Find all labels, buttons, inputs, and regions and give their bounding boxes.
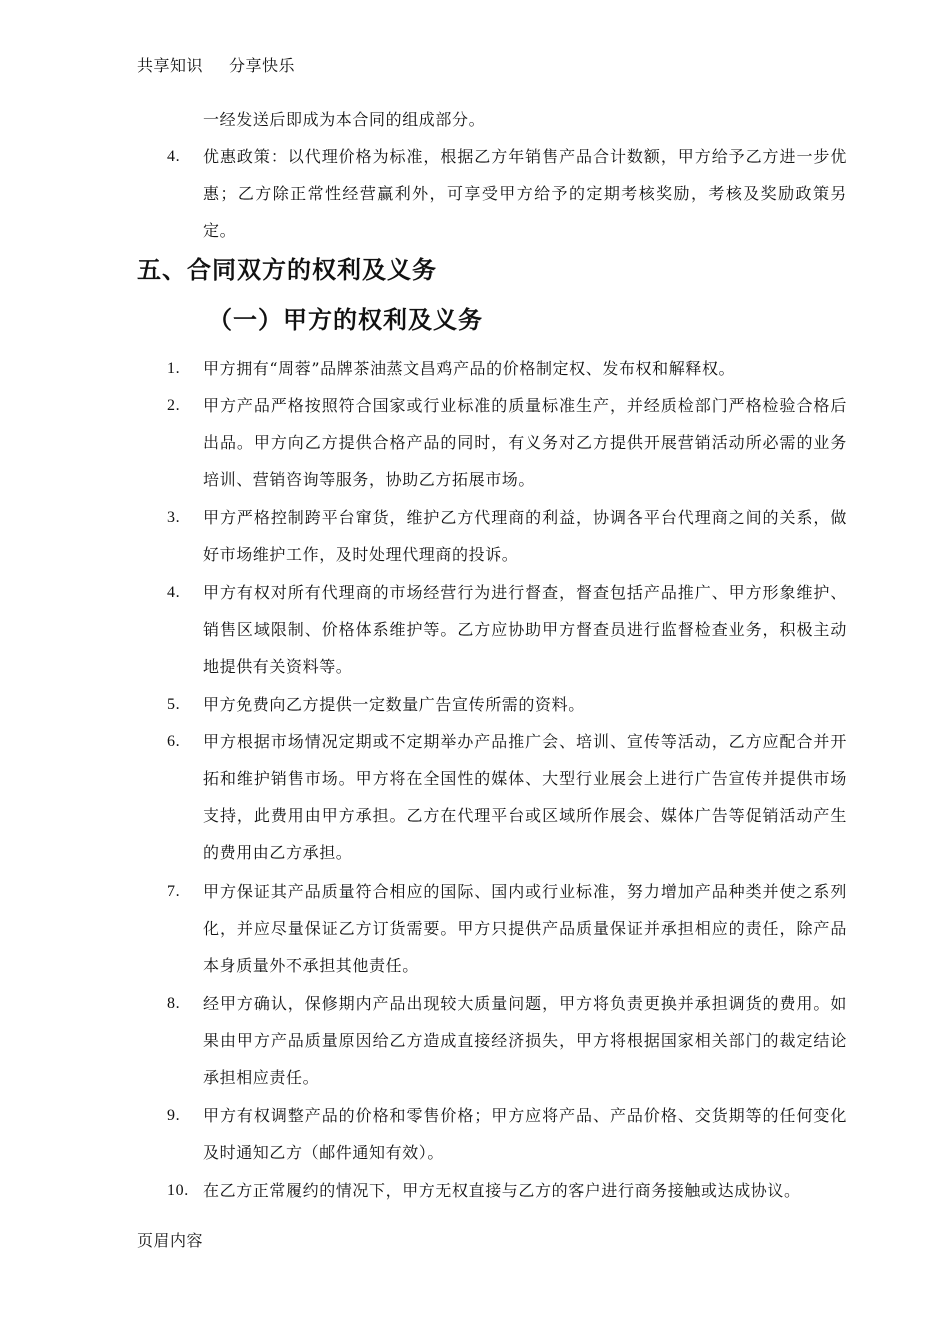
list-item-text: 甲方有权调整产品的价格和零售价格；甲方应将产品、产品价格、交货期等的任何变化及时通知乙方（邮件通知有效）。 [203,1106,847,1162]
list-item-text: 在乙方正常履约的情况下，甲方无权直接与乙方的客户进行商务接触或达成协议。 [203,1181,801,1200]
page-footer: 页眉内容 [137,1231,204,1250]
list-item-text: 优惠政策：以代理价格为标准，根据乙方年销售产品合计数额，甲方给予乙方进一步优惠；乙方除正常性经营赢利外，可享受甲方给予的定期考核奖励，考核及奖励政策另定。 [203,147,847,240]
list-item-9 [137,1097,847,1171]
list-item-4 [137,574,847,685]
list-item-text: 甲方有权对所有代理商的市场经营行为进行督查，督查包括产品推广、甲方形象维护、销售区域限制、价格体系维护等。乙方应协助甲方督查员进行监督检查业务，积极主动地提供有关资料等。 [203,583,847,676]
list-item-6 [137,723,847,871]
header-left-text: 共享知识 [137,56,204,75]
list-item-5 [137,686,847,723]
list-item-number: 4. [167,584,181,601]
continuation-text: 一经发送后即成为本合同的组成部分。 [203,110,486,129]
list-item-text: 甲方拥有“周蓉”品牌茶油蒸文昌鸡产品的价格制定权、发布权和解释权。 [203,359,736,378]
list-item-number: 3. [167,509,181,526]
list-item-7 [137,873,847,984]
page-header [137,53,295,76]
list-item-text: 甲方保证其产品质量符合相应的国际、国内或行业标准，努力增加产品种类并使之系列化，并应尽量保证乙方订货需要。甲方只提供产品质量保证并承担相应的责任，除产品本身质量外不承担其他责任。 [203,882,847,975]
list-item-text: 甲方严格控制跨平台窜货，维护乙方代理商的利益，协调各平台代理商之间的关系，做好市场维护工作，及时处理代理商的投诉。 [203,508,847,564]
list-item-8 [137,985,847,1096]
list-item-2 [137,387,847,498]
list-item-number: 10. [167,1182,189,1199]
list-item-prev-4 [137,138,847,249]
list-item-number: 9. [167,1107,181,1124]
list-item-number: 1. [167,360,181,377]
list-item-number: 8. [167,995,181,1012]
list-item-text: 甲方产品严格按照符合国家或行业标准的质量标准生产，并经质检部门严格检验合格后出品。甲方向乙方提供合格产品的同时，有义务对乙方提供开展营销活动所必需的业务培训、营销咨询等服务，协助乙方拓展市场。 [203,396,847,489]
list-item-1 [137,350,847,387]
list-item-text: 甲方根据市场情况定期或不定期举办产品推广会、培训、宣传等活动，乙方应配合并开拓和维护销售市场。甲方将在全国性的媒体、大型行业展会上进行广告宣传并提供市场支持，此费用由甲方承担。乙方在代理平台或区域所作展会、媒体广告等促销活动产生的费用由乙方承担。 [203,732,847,862]
list-item-number: 7. [167,883,181,900]
list-item-number: 5. [167,696,181,713]
list-item-text: 甲方免费向乙方提供一定数量广告宣传所需的资料。 [203,695,585,714]
list-item-text: 经甲方确认，保修期内产品出现较大质量问题，甲方将负责更换并承担调货的费用。如果由甲方产品质量原因给乙方造成直接经济损失，甲方将根据国家相关部门的裁定结论承担相应责任。 [203,994,847,1087]
list-item-3 [137,499,847,573]
list-item-number: 2. [167,397,181,414]
header-right-text: 分享快乐 [229,56,296,75]
list-item-number: 6. [167,733,181,750]
section-title: 五、合同双方的权利及义务 [137,256,437,284]
list-item-number: 4. [167,148,181,165]
subsection-title: （一）甲方的权利及义务 [208,306,483,334]
list-item-10 [137,1172,847,1209]
